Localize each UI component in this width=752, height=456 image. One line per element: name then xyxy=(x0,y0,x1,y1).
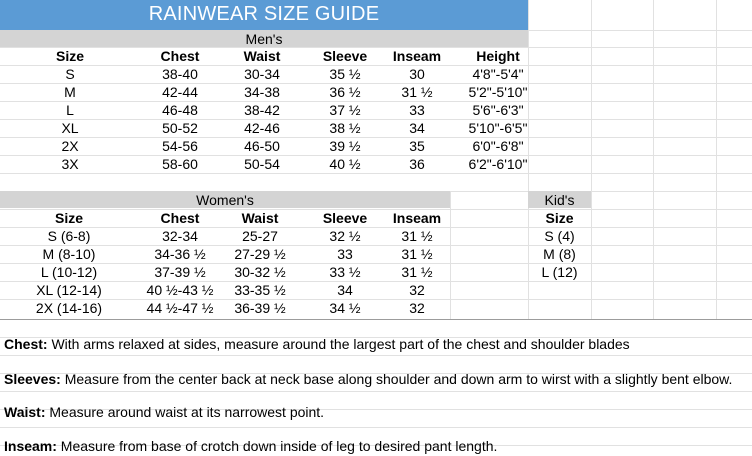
note-chest xyxy=(4,334,630,354)
kids-cell: S (4) xyxy=(544,228,575,244)
womens-cell: 31 ½ xyxy=(401,228,433,244)
note-label: Sleeves: xyxy=(4,371,61,387)
mens-cell: 36 xyxy=(409,156,425,172)
mens-header-chest: Chest xyxy=(160,48,200,64)
womens-cell: 25-27 xyxy=(242,228,278,244)
mens-cell: 40 ½ xyxy=(329,156,361,172)
womens-header-chest: Chest xyxy=(160,210,200,226)
note-label: Waist: xyxy=(4,404,46,420)
womens-cell: 32 ½ xyxy=(329,228,361,244)
note-label: Inseam: xyxy=(4,438,57,454)
note-waist xyxy=(4,402,324,422)
womens-cell: 33 ½ xyxy=(329,264,361,280)
mens-header-inseam: Inseam xyxy=(392,48,442,64)
page-title: RAINWEAR SIZE GUIDE xyxy=(148,3,380,25)
mens-cell: 3X xyxy=(61,156,79,172)
kids-cell: L (12) xyxy=(541,264,578,280)
mens-cell: 30 xyxy=(409,66,425,82)
mens-cell: 6'2"-6'10" xyxy=(468,156,528,172)
mens-cell: 5'10"-6'5" xyxy=(468,120,528,136)
notes-divider xyxy=(0,319,752,320)
womens-cell: 32 xyxy=(409,300,425,316)
womens-cell: 33-35 ½ xyxy=(234,282,286,298)
womens-header-waist: Waist xyxy=(241,210,279,226)
womens-cell: 31 ½ xyxy=(401,264,433,280)
mens-cell: 50-52 xyxy=(162,120,198,136)
womens-cell: M (8-10) xyxy=(42,246,96,262)
note-label: Chest: xyxy=(4,336,48,352)
womens-cell: 33 xyxy=(337,246,353,262)
mens-header-height: Height xyxy=(476,48,520,64)
womens-cell: 44 ½-47 ½ xyxy=(146,300,214,316)
kids-section-label: Kid's xyxy=(544,192,575,208)
mens-section-label: Men's xyxy=(245,31,283,47)
note-text: Measure around waist at its narrowest point. xyxy=(45,404,325,420)
womens-cell: XL (12-14) xyxy=(36,282,102,298)
womens-header-size: Size xyxy=(54,210,83,226)
mens-cell: 42-46 xyxy=(244,120,280,136)
mens-cell: 35 ½ xyxy=(329,66,361,82)
mens-cell: 30-34 xyxy=(244,66,280,82)
womens-cell: 40 ½-43 ½ xyxy=(146,282,214,298)
womens-cell: 32 xyxy=(409,282,425,298)
mens-cell: 46-50 xyxy=(244,138,280,154)
womens-cell: 36-39 ½ xyxy=(234,300,286,316)
mens-header-waist: Waist xyxy=(243,48,281,64)
womens-cell: 27-29 ½ xyxy=(234,246,286,262)
mens-cell: M xyxy=(64,84,76,100)
mens-cell: 36 ½ xyxy=(329,84,361,100)
note-sleeves xyxy=(4,369,732,389)
title-banner xyxy=(0,0,528,30)
mens-cell: 4'8"-5'4" xyxy=(472,66,524,82)
mens-header-size: Size xyxy=(55,48,84,64)
womens-cell: 34 xyxy=(337,282,353,298)
womens-header-sleeve: Sleeve xyxy=(322,210,368,226)
kids-header-size: Size xyxy=(545,210,574,226)
mens-cell: L xyxy=(66,102,74,118)
mens-cell: 38-42 xyxy=(244,102,280,118)
womens-cell: S (6-8) xyxy=(47,228,91,244)
mens-cell: 39 ½ xyxy=(329,138,361,154)
womens-section-label: Women's xyxy=(196,192,254,208)
note-text: Measure from the center back at neck base along shoulder and down arm to wirst with a slightly bent elbow. xyxy=(60,371,733,387)
mens-cell: 34 xyxy=(409,120,425,136)
mens-cell: 6'0"-6'8" xyxy=(472,138,524,154)
mens-cell: 38 ½ xyxy=(329,120,361,136)
mens-cell: 54-56 xyxy=(162,138,198,154)
womens-cell: 34-36 ½ xyxy=(154,246,206,262)
note-text: With arms relaxed at sides, measure around the largest part of the chest and shoulder blades xyxy=(47,336,630,352)
mens-header-sleeve: Sleeve xyxy=(322,48,368,64)
mens-cell: 33 xyxy=(409,102,425,118)
womens-header-inseam: Inseam xyxy=(392,210,442,226)
kids-cell: M (8) xyxy=(543,246,576,262)
womens-cell: L (10-12) xyxy=(40,264,98,280)
note-inseam xyxy=(4,436,497,456)
womens-cell: 30-32 ½ xyxy=(234,264,286,280)
mens-cell: 5'6"-6'3" xyxy=(472,102,524,118)
mens-cell: 34-38 xyxy=(244,84,280,100)
mens-cell: 42-44 xyxy=(162,84,198,100)
womens-cell: 32-34 xyxy=(162,228,198,244)
mens-cell: 35 xyxy=(409,138,425,154)
mens-cell: 58-60 xyxy=(162,156,198,172)
womens-cell: 31 ½ xyxy=(401,246,433,262)
mens-cell: 37 ½ xyxy=(329,102,361,118)
womens-cell: 34 ½ xyxy=(329,300,361,316)
womens-cell: 37-39 ½ xyxy=(154,264,206,280)
mens-cell: XL xyxy=(61,120,79,136)
mens-cell: 31 ½ xyxy=(401,84,433,100)
note-text: Measure from base of crotch down inside of leg to desired pant length. xyxy=(56,438,498,454)
mens-cell: 38-40 xyxy=(162,66,198,82)
mens-cell: 5'2"-5'10" xyxy=(468,84,528,100)
womens-cell: 2X (14-16) xyxy=(35,300,103,316)
mens-cell: 50-54 xyxy=(244,156,280,172)
mens-cell: S xyxy=(65,66,75,82)
mens-cell: 46-48 xyxy=(162,102,198,118)
mens-cell: 2X xyxy=(61,138,79,154)
